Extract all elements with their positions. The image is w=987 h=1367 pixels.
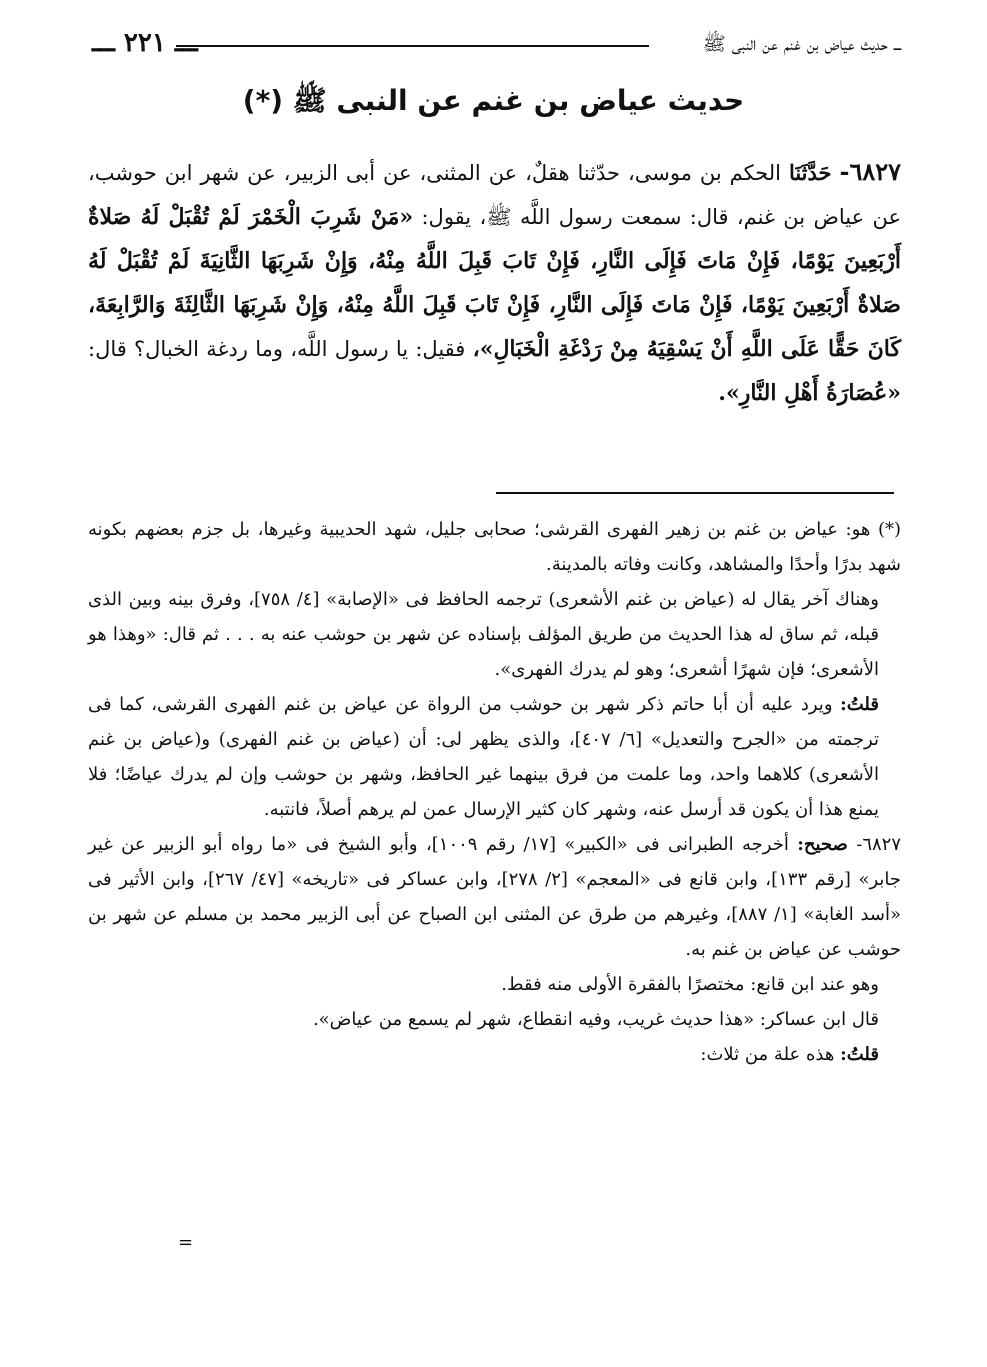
footnote-paragraph <box>88 687 901 827</box>
chapter-heading: حديث عياض بن غنم عن النبى ﷺ (*) <box>242 84 745 117</box>
continuation-mark: = <box>178 1232 194 1253</box>
hadith-isnad: الحكم بن موسى، حدّثنا هقلٌ، عن المثنى، عن أبى الزبير، عن شهر ابن حوشب، عن عياض بن غنم، قال: سمعت رسول اللَّه ﷺ، يقول: <box>88 161 901 229</box>
takhrij-number: ٦٨٢٧- <box>856 834 901 855</box>
footnote-paragraph: وهناك آخر يقال له (عياض بن غنم الأشعرى) ترجمه الحافظ فى «الإصابة» [٤/ ٧٥٨]، وفرق بينه وبين الذى قبله، ثم ساق له هذا الحديث من طريق المؤلف بإسناده عن شهر بن حوشب عنه به . . . ثم قال: «وهذا هو الأشعرى؛ فإن شهرًا أشعرى؛ وهو لم يدرك الفهرى». <box>88 589 879 680</box>
footnotes <box>88 512 901 1072</box>
footnote-separator <box>496 492 894 494</box>
star-footnote: (*) هو: عياض بن غنم بن زهير الفهرى القرشى؛ صحابى جليل، شهد الحديبية وغيرها، بل جزم بعضهم بكونه شهد بدرًا وأحدًا والمشاهد، وكانت وفاته بالمدينة. <box>88 519 901 575</box>
takhrij-paragraph <box>88 827 901 967</box>
takhrij-text: أخرجه الطبرانى فى «الكبير» [١٧/ رقم ١٠٠٩]، وأبو الشيخ فى «ما رواه أبو الزبير عن غير جابر» [رقم ١٣٣]، وابن قانع فى «المعجم» [٢/ ٢٧٨]، وابن عساكر فى «تاريخه» [٤٧/ ٢٦٧]، وابن الأثير فى «أسد الغابة» [١/ ٨٨٧]، وغيرهم من طرق عن المثنى ابن الصباح عن أبى الزبير محمد بن مسلم عن شهر بن حوشب عن عياض بن غنم به. <box>88 834 902 960</box>
footnote-paragraph-text: هذه علة من ثلاث: <box>700 1044 835 1065</box>
header-rule <box>176 45 649 47</box>
footnote-paragraph-text: ويرد عليه أن أبا حاتم ذكر شهر بن حوشب من الرواة عن عياض بن غنم الفهرى القرشى، كما فى ترجمته من «الجرح والتعديل» [٦/ ٤٠٧]، والذى يظهر لى: أن (عياض بن غنم الفهرى) و(عياض بن غنم الأشعرى) كلاهما واحد، وما علمت من فرق بينهما غير الحافظ، وشهر بن حوشب وإن لم يدرك عياضًا؛ فلا يمنع هذا أن يكون قد أرسل عنه، وشهر كان كثير الإرسال عمن لم يرهم أصلاً، فانتبه. <box>88 694 879 820</box>
hadith-answer: «عُصَارَةُ أَهْلِ النَّارِ». <box>718 380 901 406</box>
hadith-text <box>88 150 901 415</box>
takhrij-grade: صحيح: <box>797 834 848 855</box>
running-header <box>92 28 901 62</box>
qultu-label: قلتُ: <box>840 694 879 715</box>
hadith-number: ٦٨٢٧- <box>839 157 901 186</box>
hadith-question: فقيل: يا رسول اللَّه، وما ردغة الخبال؟ قال: <box>88 337 466 361</box>
running-title: ـــ حديث عياض بن غنم عن النبى ﷺ <box>702 33 901 55</box>
footnote-paragraph: وهو عند ابن قانع: مختصرًا بالفقرة الأولى منه فقط. <box>501 974 879 995</box>
footnote-paragraph <box>88 1037 901 1072</box>
hadith-matn: «مَنْ شَرِبَ الْخَمْرَ لَمْ تُقْبَلْ لَهُ صَلاةٌ أَرْبَعِينَ يَوْمًا، فَإِنْ مَاتَ فَإِلَى النَّارِ، فَإِنْ تَابَ قَبِلَ اللَّهُ مِنْهُ، وَإِنْ شَرِبَهَا الثَّانِيَةَ لَمْ تُقْبَلْ لَهُ صَلاةٌ أَرْبَعِينَ يَوْمًا، فَإِنْ مَاتَ فَإِلَى النَّارِ، فَإِنْ تَابَ قَبِلَ اللَّهُ مِنْهُ، وَإِنْ شَرِبَهَا الثَّالِثَةَ وَالرَّابِعَةَ، كَانَ حَقًّا عَلَى اللَّهِ أَنْ يَسْقِيَهُ مِنْ رَدْغَةِ الْخَبَالِ»، <box>88 204 901 362</box>
hadith-lead: حَدَّثَنَا <box>788 160 832 185</box>
qultu-label: قلتُ: <box>840 1044 879 1065</box>
footnote-paragraph: قال ابن عساكر: «هذا حديث غريب، وفيه انقطاع، شهر لم يسمع من عياض». <box>312 1009 879 1030</box>
page-number: ـــ ٢٢١ ـــ <box>92 28 198 58</box>
